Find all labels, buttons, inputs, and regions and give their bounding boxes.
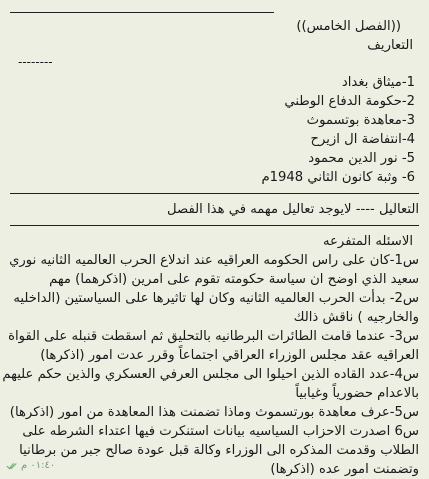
question-line: س2- بدأت الحرب العالميه الثانيه وكان لها تاثيرها على السياستين (الداخليه [13,291,419,306]
questions-heading: الاسئله المتفرعه [322,234,413,249]
definition-item: 3-معاهدة بوتسموث [306,113,415,128]
question-line: سعيد الذي اوضح ان سياسة حكومته تقوم على امرين (اذكرهما) مهم [49,272,419,287]
question-line: بالاعدام حضورياً وغيابياً [295,386,419,401]
definition-item: 4-انتفاضة ال ازيرح [310,132,415,147]
question-line: س3- عندما قامت الطائرات البرطانيه بالتحليق ثم اسقطت قنبله على القواة [8,329,419,344]
dashes: -------- [18,55,53,69]
definitions-list [10,73,419,187]
question-line: س5-عرف معاهدة بورتسموث وماذا تضمنت هذا المعاهدة من امور (اذكرها) [9,405,419,420]
middle-rule [10,193,419,194]
question-line: س1-كان على راس الحكومه العراقيه عند اندلاع الحرب العالميه الثانيه نوري [9,253,419,268]
questions-section [2,232,419,479]
question-line: وتضمنت امور عده (اذكرها) [270,462,419,477]
reasons-line: التعاليل ---- لايوجد تعاليل مهمه في هذا الفصل [167,202,419,217]
definition-item: 5- نور الدين محمود [308,151,415,166]
definition-item: 1-ميثاق بغداد [341,75,415,90]
middle-rule-2 [10,225,419,226]
definition-item: 2-حكومة الدفاع الوطني [284,94,415,109]
timestamp: ٠١:٤٠ م [21,460,56,471]
question-line: والخارجيه ) ناقش ذالك [293,310,419,325]
top-rule [10,12,274,13]
definitions-heading: التعاريف [367,38,413,53]
definition-item: 6- وثبة كانون الثاني 1948م [261,170,415,185]
question-line: الطلاب وقدمت المذكره الى الوزراء وكالة قبل عودة صالح جبر من برطانيا [19,443,419,458]
question-line: العراقيه عقد مجلس الوزراء العراقي اجتماعاً وقرر عدت امور (اذكرها) [40,348,419,363]
question-line: س6 اصدرت الاحزاب السياسيه بيانات استنكرت فيها اعتداء الشرطه على [22,424,419,439]
message-footer [6,460,55,471]
double-check-icon [6,461,18,471]
chapter-title: ((الفصل الخامس)) [296,19,401,34]
question-line: س4-عدد القاده الذين احيلوا الى مجلس العرفي العسكري والذين حكم عليهم [2,367,419,382]
